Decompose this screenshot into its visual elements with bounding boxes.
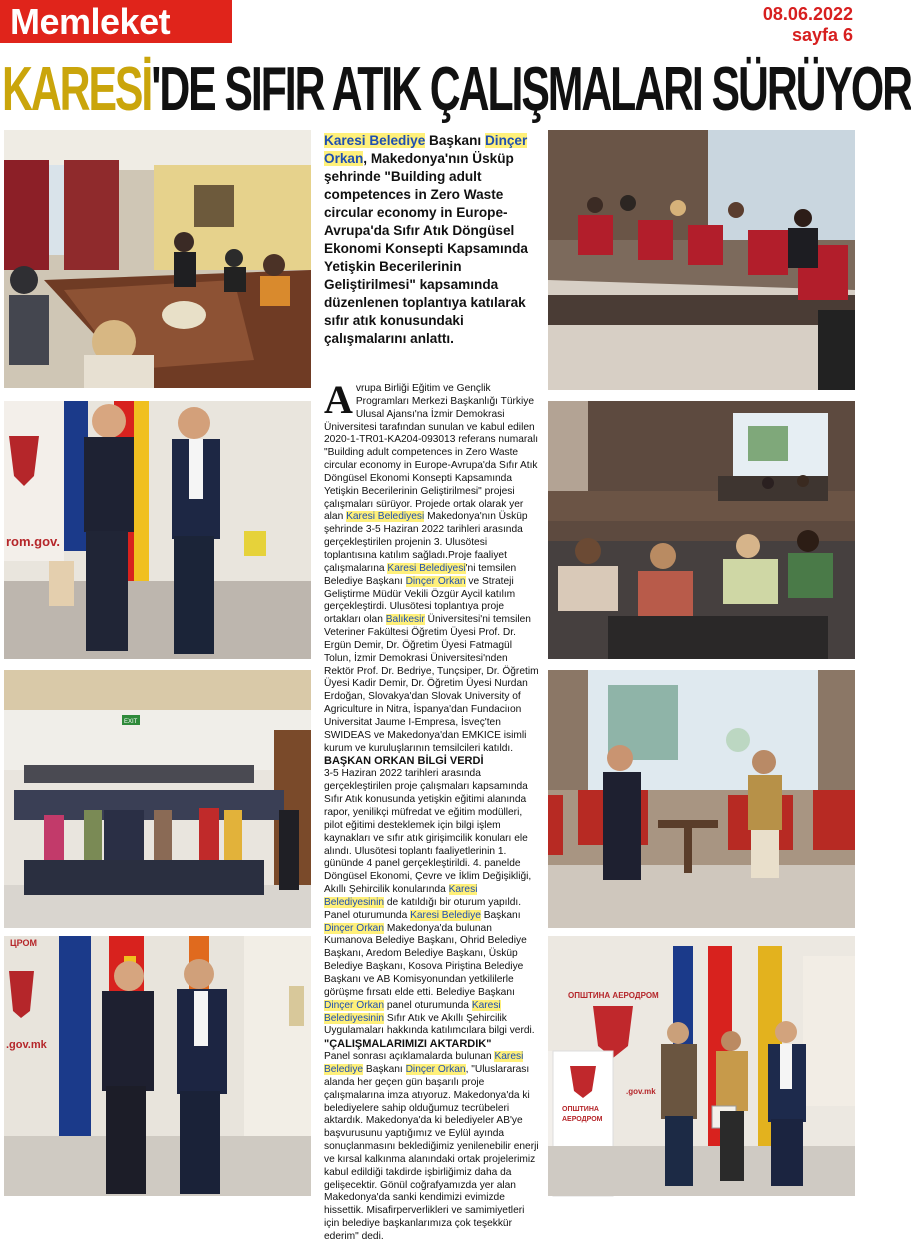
highlight-name: Karesi Belediye [324,1051,524,1076]
podium-text-1: ОПШТИНА [562,1106,599,1113]
photo-three-people [548,936,855,1196]
highlight-name: Karesi Belediyesi [346,511,425,523]
highlight-name: Karesi Belediyesinin [324,999,501,1024]
lead-text: Başkanı [425,133,485,148]
headline [2,55,911,124]
banner-text: rom.gov. [6,534,60,549]
page-number: sayfa 6 [791,25,853,45]
photo-audience [548,401,855,659]
body-text: 3-5 Haziran 2022 tarihleri arasında gerçekleştirilen proje çalışmaları kapsamında Sıfır Atık konusunda yetişkin eğitimi alanında rapor, yenilikçi müfredat ve eğitim modülleri, pilot eğitimi desteklemek için bilgi işlem kaynakları ve sıfır atık girişimcilik konuları ele alındı. Ulusötesi toplantı faaliyetlerinin 1. gününde 4 panel gerçekleştirildi. 4. panelde Döngüsel Ekonomi, Çevre ve İklim Değişikliği, Akıllı Şehircilik konularında [324,768,532,896]
subheading-2: "ÇALIŞMALARIMIZI AKTARDIK" [324,1038,492,1051]
highlight-name: Dinçer Orkan [324,133,528,166]
highlight-name: Dinçer Orkan [405,1064,466,1076]
body-text: ve Strateji Geliştirme Müdür Vekili Özgür Aycil katılım gerçekleştirdi. Ulusötesi toplantıya proje ortakları olan [324,575,516,626]
lead-paragraph [324,132,539,348]
body-text: Sıfır Atık ve Akıllı Şehircilik Uygulamaları hakkında katılımcılara bilgi verdi. [324,1012,535,1037]
body-text: panel oturumunda [384,999,472,1011]
section-label: Memleket [0,0,232,43]
body-paragraph-2 [324,768,540,1038]
podium-text-2: АЕРОДРОМ [562,1116,603,1123]
body-text: de katıldığı bir oturum yapıldı. Panel oturumunda [324,896,522,921]
highlight-name: Balıkesir [385,614,425,626]
photo-panel-stage [548,130,855,390]
photo-seated-speakers [548,670,855,928]
photo-meeting-room [4,130,311,388]
drop-cap: A [324,377,353,422]
body-paragraph-3 [324,1051,540,1244]
body-text: Makedonya'nın Üsküp şehrinde 3-5 Haziran 2022 tarihleri arasında gerçekleştirilen projenin 3. Ulusötesi toplantısına katılım sağladı.Proje faaliyet çalışmalarına [324,511,528,574]
highlight-name: Dinçer Orkan [324,922,385,934]
body-text: Panel sonrası açıklamalarda bulunan [324,1051,495,1063]
photo-two-men-2 [4,936,311,1196]
body-text: Makedonya'da bulunan Kumanova Belediye Başkanı, Ohrid Belediye Başkanı, Aredom Belediye Başkanı, Üsküp Belediye Başkanı, Kosova Piriştina Belediye Başkanı ve AB Komisyonundan yetkililerle görüşme fırsatı elde etti. Belediye Başkanı [324,922,527,998]
body-text: Başkanı [480,909,521,921]
article-body [324,377,540,1242]
issue-meta [763,4,853,46]
highlight-name: Dinçer Orkan [324,999,385,1011]
municipality-banner: ОПШТИНА АЕРОДРОМ [568,991,659,1000]
photo-two-men-1 [4,401,311,659]
subheading-1: BAŞKAN ORKAN BİLGİ VERDİ [324,755,484,768]
highlight-name: Karesi Belediyesi [387,562,466,574]
body-text: Üniversitesi'ni temsilen Veteriner Fakültesi Öğretim Üyesi Prof. Dr. Ergün Demir, Dr. Öğretim Üyesi Fatmagül Tolun, İzmir Demokrasi Üniversitesi'nden Rektör Prof. Dr. Bedriye, Tunçsiper, Dr. Öğretim Üyesi Kadir Demir, Dr. Öğretim Üyesi Nurdan Erdoğan, Slovakya'dan Slovak University of Agriculture in Nitra, İspanya'dan Fundaciıon Universitat Jaume I-Empresa, İsveç'ten SWIDEAS ve Makedonya'dan EMKICE isimli kurum ve kuruluşlarının temsilcileri katıldı. [324,614,539,754]
exit-sign: EXIT [124,719,138,725]
headline-rest: 'DE SIFIR ATIK ÇALIŞMALARI SÜRÜYOR [151,55,911,124]
body-text: vrupa Birliği Eğitim ve Gençlik Programları Merkezi Başkanlığı Türkiye Ulusal Ajansı'na İzmir Demokrasi Üniversitesi tarafından sunulan ve kabul edilen 2020-1-TR01-KA204-093013 referans numaralı "Building adult competences in Zero Waste circular economy in Europe-Avrupa'da Sıfır Atık Döngüsel Ekonomi Konsepti Kapsamında Yetişkin Becerilerinin Geliştirilmesi" projesi çalışmaları sürüyor. Projede ortak olarak yer alan [324,383,539,523]
body-text: 'ni temsilen Belediye Başkanı [324,562,517,587]
body-paragraph-1 [324,377,540,755]
banner-text-top: ЦРОМ [10,938,37,948]
banner-text-domain: .gov.mk [6,1039,47,1051]
banner-domain: .gov.mk [626,1087,656,1096]
highlight-name: Dinçer Orkan [405,575,466,587]
body-text: , "Uluslararası alanda her geçen gün başarılı proje çalışmalarına imza atıyoruz. Makedonya'da ki belediyelere sahip olduğumuz tecrübeleri aktardık. Makedonya'da ki belediyeler AB'ye başvurusunu yaptığımız ve Eylül ayında sonuçlanmasını beklediğimiz yenilenebilir enerji ve kırsal kalkınma alanındaki ortak projelerimiz kabul edildiği takdirde işbirliğimiz daha da gelişecektir. Gönül coğrafyamızda yer alan Makedonya'da sanki kendimizi evimizde hissettik. Misafirperverlikleri ve samimiyetleri için belediye başkanlarımıza çok teşekkür ederim" dedi. [324,1064,539,1242]
headline-keyword: KARESİ [2,55,152,124]
body-text: Başkanı [363,1064,406,1076]
highlight-name: Karesi Belediyesinin [324,884,478,908]
highlight-name: Karesi Belediye [410,909,481,921]
lead-text: , Makedonya'nın Üsküp şehrinde "Building adult competences in Zero Waste circular economy in Europe-Avrupa'da Sıfır Atık Döngüsel Ekonomi Konsepti Kapsamında Yetişkin Becerilerinin Geliştirilmesi" kapsamında düzenlenen toplantıya katılarak sıfır atık konusundaki çalışmalarını anlattı. [324,151,528,346]
issue-date: 08.06.2022 [762,4,853,24]
highlight-name: Karesi Belediye [324,133,426,148]
photo-group [4,670,311,928]
